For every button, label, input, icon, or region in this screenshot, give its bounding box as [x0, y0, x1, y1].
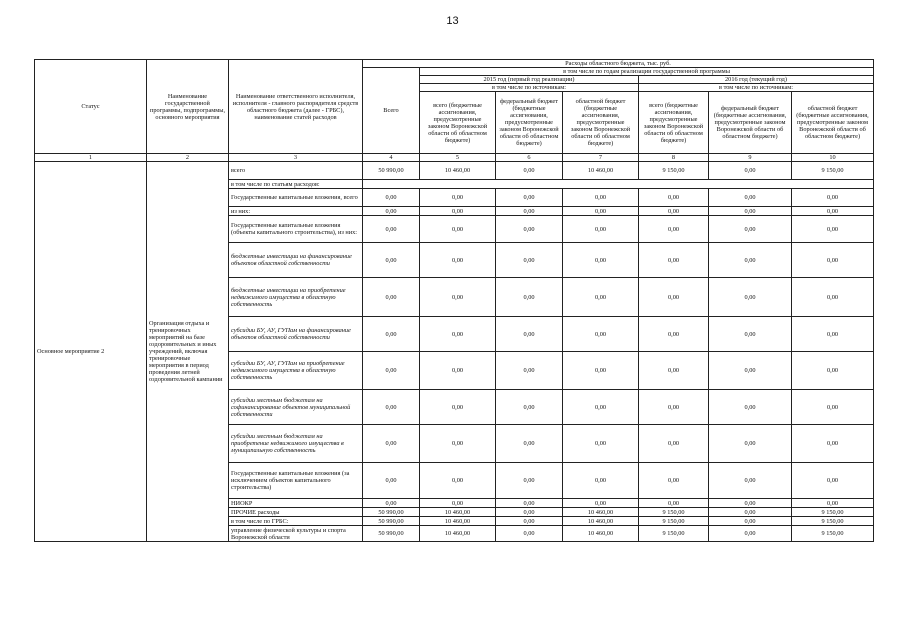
header-expenses: Расходы областного бюджета, тыс. руб.	[363, 60, 874, 68]
value-cell: 0,00	[563, 278, 639, 317]
value-cell: 0,00	[709, 189, 792, 207]
value-cell: 0,00	[496, 499, 563, 508]
value-cell: 0,00	[496, 207, 563, 216]
value-cell: 0,00	[639, 352, 709, 390]
header-2016-src-regional: областной бюджет (бюджетные ассигнования, предусмотренные законом Воронежской области об областном бюджете)	[792, 92, 874, 154]
value-cell: 0,00	[563, 352, 639, 390]
value-cell: 0,00	[563, 425, 639, 463]
value-cell: 0,00	[363, 278, 420, 317]
value-cell: 0,00	[792, 390, 874, 425]
value-cell: 0,00	[792, 189, 874, 207]
value-cell: 0,00	[709, 162, 792, 180]
header-by-years: в том числе по годам реализации государственной программы	[420, 68, 874, 76]
value-cell: 0,00	[420, 216, 496, 243]
value-cell: 0,00	[639, 463, 709, 499]
value-cell: 9 150,00	[792, 526, 874, 542]
header-responsible: Наименование ответственного исполнителя, исполнителя - главного распорядителя средств областного бюджета (далее - ГРБС), наименование статей расходов	[229, 60, 363, 154]
value-cell: 0,00	[363, 189, 420, 207]
column-number-6: 6	[496, 154, 563, 162]
value-cell: 50 990,00	[363, 526, 420, 542]
value-cell: 0,00	[709, 463, 792, 499]
value-cell: 0,00	[563, 317, 639, 352]
expense-label: бюджетные инвестиции на финансирование объектов областной собственности	[229, 243, 363, 278]
value-cell: 0,00	[709, 390, 792, 425]
value-cell: 50 990,00	[363, 517, 420, 526]
value-cell: 0,00	[792, 499, 874, 508]
value-cell: 0,00	[496, 425, 563, 463]
value-cell: 0,00	[639, 499, 709, 508]
value-cell: 9 150,00	[639, 526, 709, 542]
value-cell: 10 460,00	[563, 526, 639, 542]
value-cell: 0,00	[420, 499, 496, 508]
value-cell: 0,00	[496, 526, 563, 542]
header-2015-src-federal: федеральный бюджет (бюджетные ассигнования, предусмотренные законом Воронежской области об областном бюджете)	[496, 92, 563, 154]
value-cell: 9 150,00	[792, 508, 874, 517]
value-cell: 0,00	[563, 207, 639, 216]
header-year-2016: 2016 год (текущий год)	[639, 76, 874, 84]
value-cell: 0,00	[563, 463, 639, 499]
expense-label: субсидии БУ, АУ, ГУПам на приобретение недвижимого имущества в областную собственность	[229, 352, 363, 390]
value-cell: 0,00	[420, 352, 496, 390]
value-cell: 0,00	[639, 278, 709, 317]
value-cell: 0,00	[420, 189, 496, 207]
expense-label: Государственные капитальные вложения, всего	[229, 189, 363, 207]
value-cell: 0,00	[496, 317, 563, 352]
column-number-4: 4	[363, 154, 420, 162]
value-cell: 0,00	[563, 390, 639, 425]
value-cell: 0,00	[363, 499, 420, 508]
value-cell: 0,00	[563, 499, 639, 508]
value-cell: 0,00	[496, 216, 563, 243]
expense-label: всего	[229, 162, 363, 180]
value-cell: 0,00	[496, 162, 563, 180]
value-cell: 0,00	[496, 517, 563, 526]
value-cell: 0,00	[709, 425, 792, 463]
header-2015-src-regional: областной бюджет (бюджетные ассигнования, предусмотренные законом Воронежской области об областном бюджете)	[563, 92, 639, 154]
value-cell: 0,00	[709, 352, 792, 390]
value-cell: 0,00	[792, 463, 874, 499]
event-name-cell: Организация отдыха и тренировочных мероприятий на базе оздоровительных и иных учреждений, включая тренировочные мероприятия в период проведения летней оздоровительной кампании	[147, 162, 229, 542]
value-cell: 0,00	[496, 189, 563, 207]
empty-values-cell	[363, 180, 874, 189]
value-cell: 0,00	[639, 390, 709, 425]
column-number-2: 2	[147, 154, 229, 162]
value-cell: 0,00	[496, 463, 563, 499]
value-cell: 0,00	[420, 243, 496, 278]
value-cell: 0,00	[709, 499, 792, 508]
value-cell: 0,00	[792, 278, 874, 317]
expense-label: из них:	[229, 207, 363, 216]
value-cell: 0,00	[496, 390, 563, 425]
value-cell: 0,00	[792, 216, 874, 243]
value-cell: 0,00	[639, 243, 709, 278]
value-cell: 10 460,00	[420, 526, 496, 542]
expense-label: в том числе по ГРБС:	[229, 517, 363, 526]
value-cell: 0,00	[792, 352, 874, 390]
value-cell: 9 150,00	[639, 508, 709, 517]
value-cell: 0,00	[709, 216, 792, 243]
value-cell: 10 460,00	[563, 517, 639, 526]
value-cell: 0,00	[709, 526, 792, 542]
value-cell: 0,00	[639, 189, 709, 207]
column-number-1: 1	[35, 154, 147, 162]
value-cell: 0,00	[792, 425, 874, 463]
value-cell: 0,00	[420, 425, 496, 463]
value-cell: 10 460,00	[420, 162, 496, 180]
header-year-2015: 2015 год (первый год реализации)	[420, 76, 639, 84]
value-cell: 0,00	[709, 278, 792, 317]
value-cell: 0,00	[420, 278, 496, 317]
value-cell: 0,00	[709, 317, 792, 352]
value-cell: 0,00	[363, 216, 420, 243]
value-cell: 0,00	[363, 390, 420, 425]
column-number-9: 9	[709, 154, 792, 162]
value-cell: 0,00	[363, 352, 420, 390]
header-name: Наименование государственной программы, подпрограммы, основного мероприятия	[147, 60, 229, 154]
value-cell: 0,00	[496, 278, 563, 317]
expense-label: бюджетные инвестиции на приобретение недвижимого имущества в областную собственность	[229, 278, 363, 317]
value-cell: 0,00	[563, 216, 639, 243]
expense-label: в том числе по статьям расходов:	[229, 180, 363, 189]
value-cell: 0,00	[363, 425, 420, 463]
header-2016-by-sources: в том числе по источникам:	[639, 84, 874, 92]
value-cell: 0,00	[792, 317, 874, 352]
value-cell: 9 150,00	[792, 162, 874, 180]
value-cell: 0,00	[709, 243, 792, 278]
column-number-10: 10	[792, 154, 874, 162]
value-cell: 10 460,00	[420, 508, 496, 517]
value-cell: 0,00	[639, 425, 709, 463]
table-row	[35, 162, 874, 180]
expense-label: НИОКР	[229, 499, 363, 508]
expense-label: ПРОЧИЕ расходы	[229, 508, 363, 517]
column-number-7: 7	[563, 154, 639, 162]
value-cell: 0,00	[563, 243, 639, 278]
header-2015-src-all: всего (бюджетные ассигнования, предусмотренные законом Воронежской области об областном бюджете)	[420, 92, 496, 154]
header-2016-src-all: всего (бюджетные ассигнования, предусмотренные законом Воронежской области об областном бюджете)	[639, 92, 709, 154]
value-cell: 0,00	[420, 207, 496, 216]
value-cell: 9 150,00	[639, 517, 709, 526]
value-cell: 0,00	[709, 207, 792, 216]
header-2015-by-sources: в том числе по источникам:	[420, 84, 639, 92]
header-total: Всего	[363, 68, 420, 154]
column-number-8: 8	[639, 154, 709, 162]
value-cell: 0,00	[792, 207, 874, 216]
expense-label: Государственные капитальные вложения (объекты капитального строительства), из них:	[229, 216, 363, 243]
value-cell: 0,00	[496, 508, 563, 517]
value-cell: 50 990,00	[363, 508, 420, 517]
value-cell: 0,00	[709, 517, 792, 526]
value-cell: 0,00	[363, 317, 420, 352]
value-cell: 0,00	[420, 317, 496, 352]
value-cell: 0,00	[363, 207, 420, 216]
value-cell: 0,00	[639, 207, 709, 216]
value-cell: 0,00	[639, 317, 709, 352]
status-cell: Основное мероприятие 2	[35, 162, 147, 542]
value-cell: 0,00	[496, 352, 563, 390]
page-number: 13	[446, 15, 459, 27]
header-status: Статус	[35, 60, 147, 154]
value-cell: 0,00	[363, 463, 420, 499]
expense-label: Государственные капитальные вложения (за исключением объектов капитального строительства)	[229, 463, 363, 499]
value-cell: 0,00	[792, 243, 874, 278]
expense-label: субсидии БУ, АУ, ГУПам на финансирование объектов областной собственности	[229, 317, 363, 352]
header-2016-src-federal: федеральный бюджет (бюджетные ассигнования, предусмотренные законом Воронежской области об областном бюджете)	[709, 92, 792, 154]
budget-table	[34, 59, 874, 542]
column-number-5: 5	[420, 154, 496, 162]
value-cell: 9 150,00	[792, 517, 874, 526]
value-cell: 50 990,00	[363, 162, 420, 180]
value-cell: 0,00	[420, 390, 496, 425]
expense-label: субсидии местным бюджетам на софинансирование объектов муниципальной собственности	[229, 390, 363, 425]
column-number-3: 3	[229, 154, 363, 162]
expense-label: управление физической культуры и спорта Воронежской области	[229, 526, 363, 542]
value-cell: 10 460,00	[563, 162, 639, 180]
value-cell: 10 460,00	[420, 517, 496, 526]
value-cell: 0,00	[563, 189, 639, 207]
value-cell: 0,00	[420, 463, 496, 499]
value-cell: 9 150,00	[639, 162, 709, 180]
value-cell: 0,00	[363, 243, 420, 278]
value-cell: 0,00	[496, 243, 563, 278]
value-cell: 0,00	[709, 508, 792, 517]
expense-label: субсидии местным бюджетам на приобретение недвижимого имущества в муниципальную собственность	[229, 425, 363, 463]
value-cell: 0,00	[639, 216, 709, 243]
value-cell: 10 460,00	[563, 508, 639, 517]
